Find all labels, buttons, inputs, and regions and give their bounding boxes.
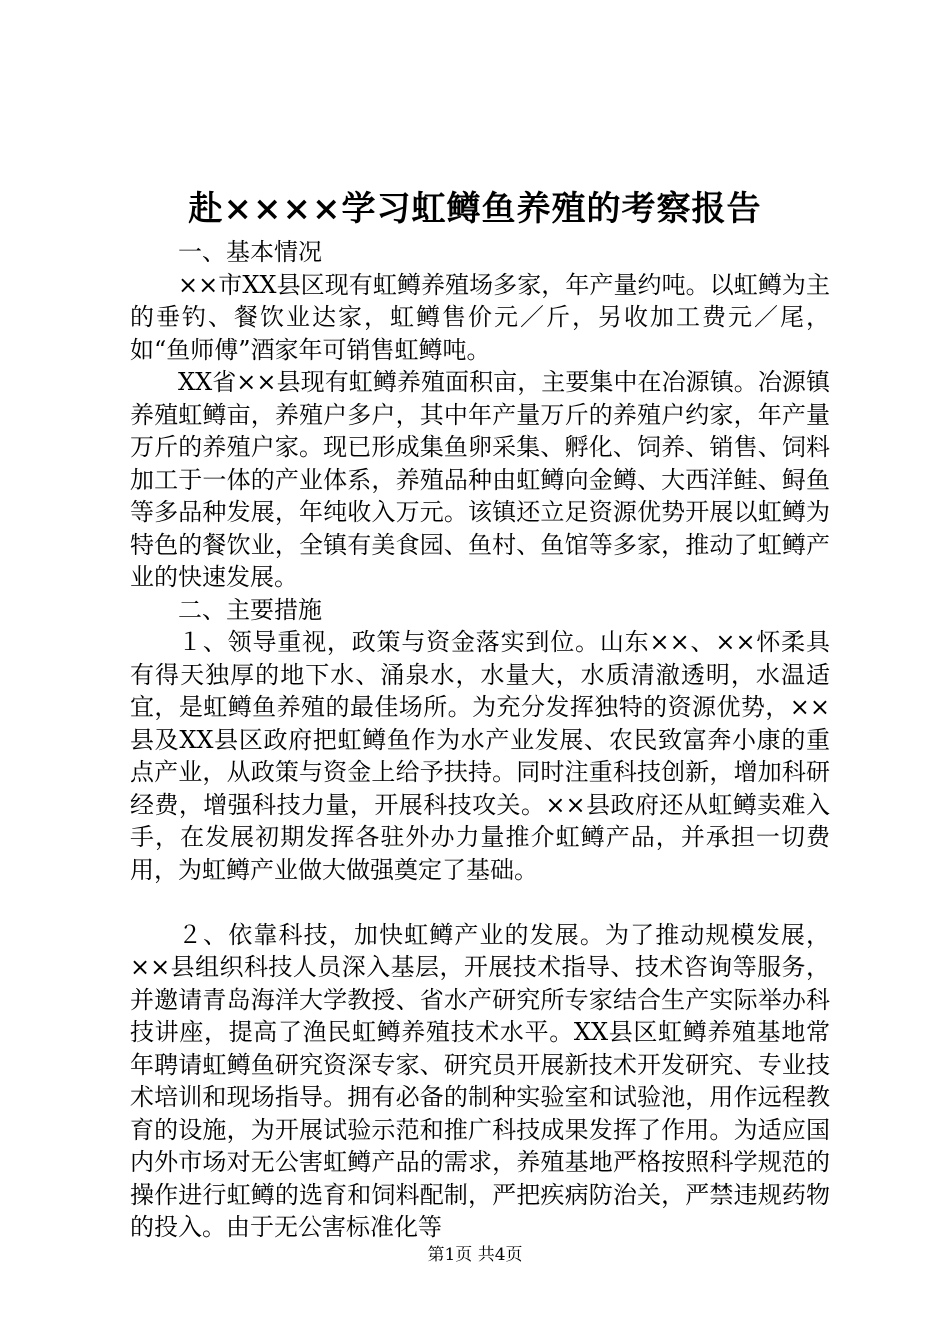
section-heading-main-measures: 二、主要措施 xyxy=(178,595,322,624)
document-body xyxy=(130,236,830,1244)
document-title: 赴××××学习虹鳟鱼养殖的考察报告 xyxy=(188,189,762,229)
page-footer: 第1页 共4页 xyxy=(427,1245,523,1265)
section-heading-basic-situation: 一、基本情况 xyxy=(178,238,322,266)
paragraph-county-overview: XX省××县现有虹鳟养殖面积亩，主要集中在冶源镇。冶源镇养殖虹鳟亩，养殖户多户，其中年产量万斤的养殖户约家，年产量万斤的养殖户家。现已形成集鱼卵采集、孵化、饲养、销售、饲料加工于一体的产业体系，养殖品种由虹鳟向金鳟、大西洋鲑、鲟鱼等多品种发展，年纯收入万元。该镇还立足资源优势开展以虹鳟为特色的餐饮业，全镇有美食园、鱼村、鱼馆等多家，推动了虹鳟产业的快速发展。 xyxy=(130,368,830,591)
paragraph-city-overview: ××市XX县区现有虹鳟养殖场多家，年产量约吨。以虹鳟为主的垂钓、餐饮业达家，虹鳟售价元／斤，另收加工费元／尾，如“鱼师傅”酒家年可销售虹鳟吨。 xyxy=(130,270,830,364)
paragraph-measure-2: ２、依靠科技，加快虹鳟产业的发展。为了推动规模发展，××县组织科技人员深入基层，开展技术指导、技术咨询等服务，并邀请青岛海洋大学教授、省水产研究所专家结合生产实际举办科技讲座，提高了渔民虹鳟养殖技术水平。XX县区虹鳟养殖基地常年聘请虹鳟鱼研究资深专家、研究员开展新技术开发研究、专业技术培训和现场指导。拥有必备的制种实验室和试验池，用作远程教育的设施，为开展试验示范和推广科技成果发挥了作用。为适应国内外市场对无公害虹鳟产品的需求，养殖基地严格按照科学规范的操作进行虹鳟的选育和饲料配制，严把疾病防治关，严禁违规药物的投入。由于无公害标准化等 xyxy=(130,920,830,1241)
paragraph-measure-1: １、领导重视，政策与资金落实到位。山东××、××怀柔具有得天独厚的地下水、涌泉水，水量大，水质清澈透明，水温适宜，是虹鳟鱼养殖的最佳场所。为充分发挥独特的资源优势，××县及XX县区政府把虹鳟鱼作为水产业发展、农民致富奔小康的重点产业，从政策与资金上给予扶持。同时注重科技创新，增加科研经费，增强科技力量，开展科技攻关。××县政府还从虹鳟卖难入手，在发展初期发挥各驻外办力量推介虹鳟产品，并承担一切费用，为虹鳟产业做大做强奠定了基础。 xyxy=(130,628,830,884)
